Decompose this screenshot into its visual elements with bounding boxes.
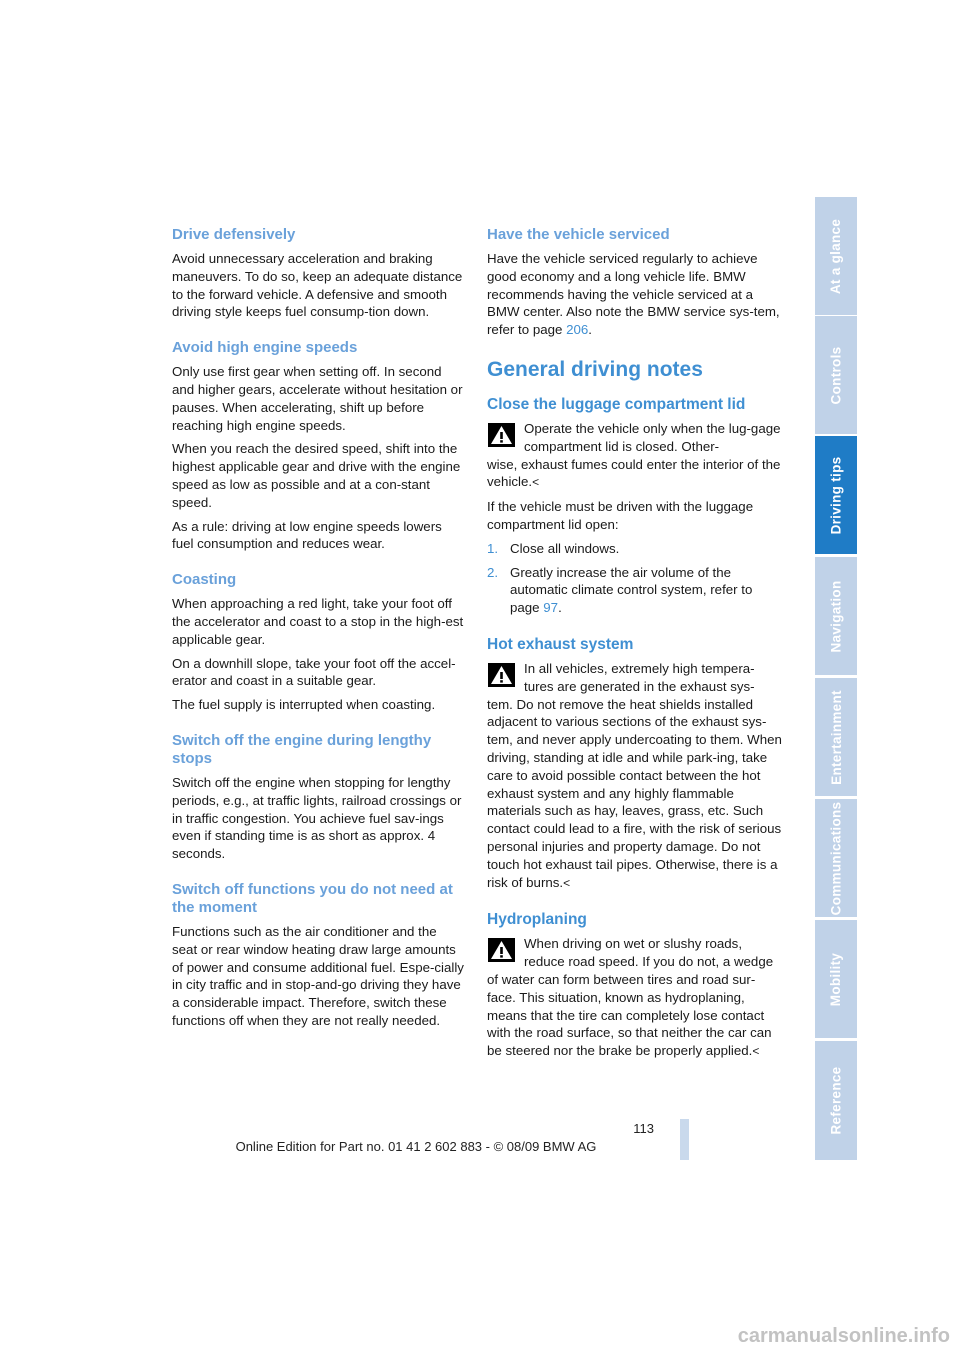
tab-label: Controls [828, 346, 844, 404]
paragraph: When approaching a red light, take your foot off the accelerator and coast to a stop in the high-est applicable gear. [172, 596, 464, 647]
tab-at-a-glance[interactable] [815, 197, 857, 318]
warning-icon [488, 423, 515, 447]
end-mark: < [563, 875, 571, 890]
punctuation: . [558, 600, 562, 616]
section-switch-off-engine [172, 732, 464, 863]
right-column [487, 226, 783, 1079]
paragraph: When you reach the desired speed, shift into the highest applicable gear and drive with the engine speed as low as possible and at a con-stant speed. [172, 441, 461, 510]
step-number: 1. [487, 540, 499, 556]
tab-label: Reference [828, 1066, 844, 1135]
warning-text: of water can form between tires and road sur-face. This situation, known as hydroplaning, means that the tire can completely lose contact with the road surface, so that neither the car can be steered nor the brake be properly applied. [487, 971, 772, 1059]
paragraph: On a downhill slope, take your foot off the accel-erator and coast in a suitable gear. [172, 655, 456, 689]
section-hydroplaning [487, 910, 783, 1061]
section-heading: Drive defensively [172, 226, 296, 243]
section-service [487, 226, 783, 339]
footer-text: Online Edition for Part no. 01 41 2 602 883 - © 08/09 BMW AG [235, 1139, 597, 1154]
section-coasting [172, 571, 464, 714]
warning-text: In all vehicles, extremely high tempera-tures are generated in the exhaust sys- [524, 660, 755, 694]
warning-block [487, 420, 783, 456]
paragraph: Avoid unnecessary acceleration and braking maneuvers. To do so, keep an adequate distance to the forward vehicle. A defensive and smooth driving style keeps fuel consump-tion down. [172, 251, 463, 320]
tab-controls[interactable] [815, 316, 857, 437]
paragraph: Functions such as the air conditioner and the seat or rear window heating draw large amounts of power and consume additional fuel. Espe-cially in city traffic and in stop-and-go driving they have a considerable impact. Therefore, switch these functions off when they are not really needed. [172, 923, 464, 1028]
section-heading: Switch off functions you do not need at the moment [172, 880, 453, 916]
step-number: 2. [487, 564, 499, 580]
warning-text: Operate the vehicle only when the lug-gage compartment lid is closed. Other- [524, 420, 781, 454]
steps-list [487, 540, 783, 617]
footer [0, 1139, 960, 1154]
tab-label: At a glance [828, 218, 844, 294]
tab-label: Entertainment [828, 689, 844, 785]
left-column [172, 226, 464, 1048]
tab-label: Driving tips [828, 456, 844, 534]
section-hot-exhaust [487, 635, 783, 892]
paragraph: As a rule: driving at low engine speeds lowers fuel consumption and reduces wear. [172, 518, 442, 552]
warning-block [487, 660, 783, 696]
tab-driving-tips[interactable] [815, 436, 857, 557]
tab-mobility[interactable] [815, 920, 857, 1041]
section-heading: Switch off the engine during lengthy stops [172, 731, 432, 767]
list-item [487, 540, 783, 558]
punctuation: . [588, 322, 592, 338]
warning-continuation [487, 696, 783, 893]
warning-text: When driving on wet or slushy roads, reduce road speed. If you do not, a wedge [524, 936, 774, 970]
tab-label: Mobility [828, 952, 844, 1006]
tab-label: Communications [828, 801, 844, 915]
warning-continuation [487, 456, 783, 493]
watermark: carmanualsonline.info [737, 1325, 950, 1347]
end-mark: < [752, 1044, 760, 1059]
paragraph: Only use first gear when setting off. In second and higher gears, accelerate without hesitation or pauses. When accelerating, shift up before reaching high engine speeds. [172, 364, 463, 433]
end-mark: < [532, 475, 540, 490]
section-drive-defensively [172, 226, 464, 321]
section-heading: Close the luggage compartment lid [487, 395, 746, 413]
tab-label: Navigation [828, 579, 844, 653]
page-number: 113 [633, 1121, 654, 1136]
list-item [487, 564, 783, 617]
section-avoid-high-engine-speeds [172, 339, 464, 553]
step-content [510, 564, 783, 617]
warning-icon [488, 663, 515, 687]
paragraph: If the vehicle must be driven with the luggage compartment lid open: [487, 499, 754, 532]
section-heading: Avoid high engine speeds [172, 339, 358, 357]
warning-icon [488, 938, 515, 962]
service-text: Have the vehicle serviced regularly to achieve good economy and a long vehicle life. BMW recommends having the vehicle serviced at a BMW center. Also note the BMW service sys-tem, refer to page [487, 251, 780, 338]
section-heading: Hydroplaning [487, 911, 587, 929]
paragraph: Switch off the engine when stopping for lengthy periods, e.g., at traffic lights, railroad crossings or in traffic congestion. You achieve fuel sav-ings even if standing time is as short as approx. 4 seconds. [172, 774, 462, 862]
page-link-206[interactable]: 206 [566, 322, 589, 338]
tab-entertainment[interactable] [815, 678, 857, 799]
section-luggage-lid [487, 395, 783, 617]
tab-communications[interactable] [815, 799, 857, 920]
paragraph [487, 250, 783, 339]
step-text: Close all windows. [510, 540, 620, 556]
chapter-tabs [815, 197, 857, 1160]
chapter-heading: General driving notes [487, 357, 703, 381]
warning-text: wise, exhaust fumes could enter the interior of the vehicle. [487, 456, 781, 490]
section-heading: Hot exhaust system [487, 635, 634, 653]
step-text: Greatly increase the air volume of the automatic climate control system, refer to page [510, 564, 753, 616]
warning-block [487, 935, 783, 971]
warning-text: tem. Do not remove the heat shields installed adjacent to various sections of the exhaust sys-tem, and never apply undercoating to them. When driving, standing at idle and while park-ing, take care to avoid possible contact between the hot exhaust system and any highly flammable materials such as hay, leaves, grass, etc. Such contact could lead to a fire, with the risk of serious personal injuries and property damage. Do not touch hot exhaust tail pipes. Otherwise, there is a risk of burns. [487, 696, 782, 890]
page-link-97[interactable]: 97 [543, 600, 559, 616]
paragraph: The fuel supply is interrupted when coasting. [172, 697, 436, 713]
tab-navigation[interactable] [815, 557, 857, 678]
section-heading: Coasting [172, 571, 237, 589]
warning-continuation [487, 971, 783, 1061]
section-switch-off-functions [172, 881, 464, 1030]
section-heading: Have the vehicle serviced [487, 226, 670, 243]
